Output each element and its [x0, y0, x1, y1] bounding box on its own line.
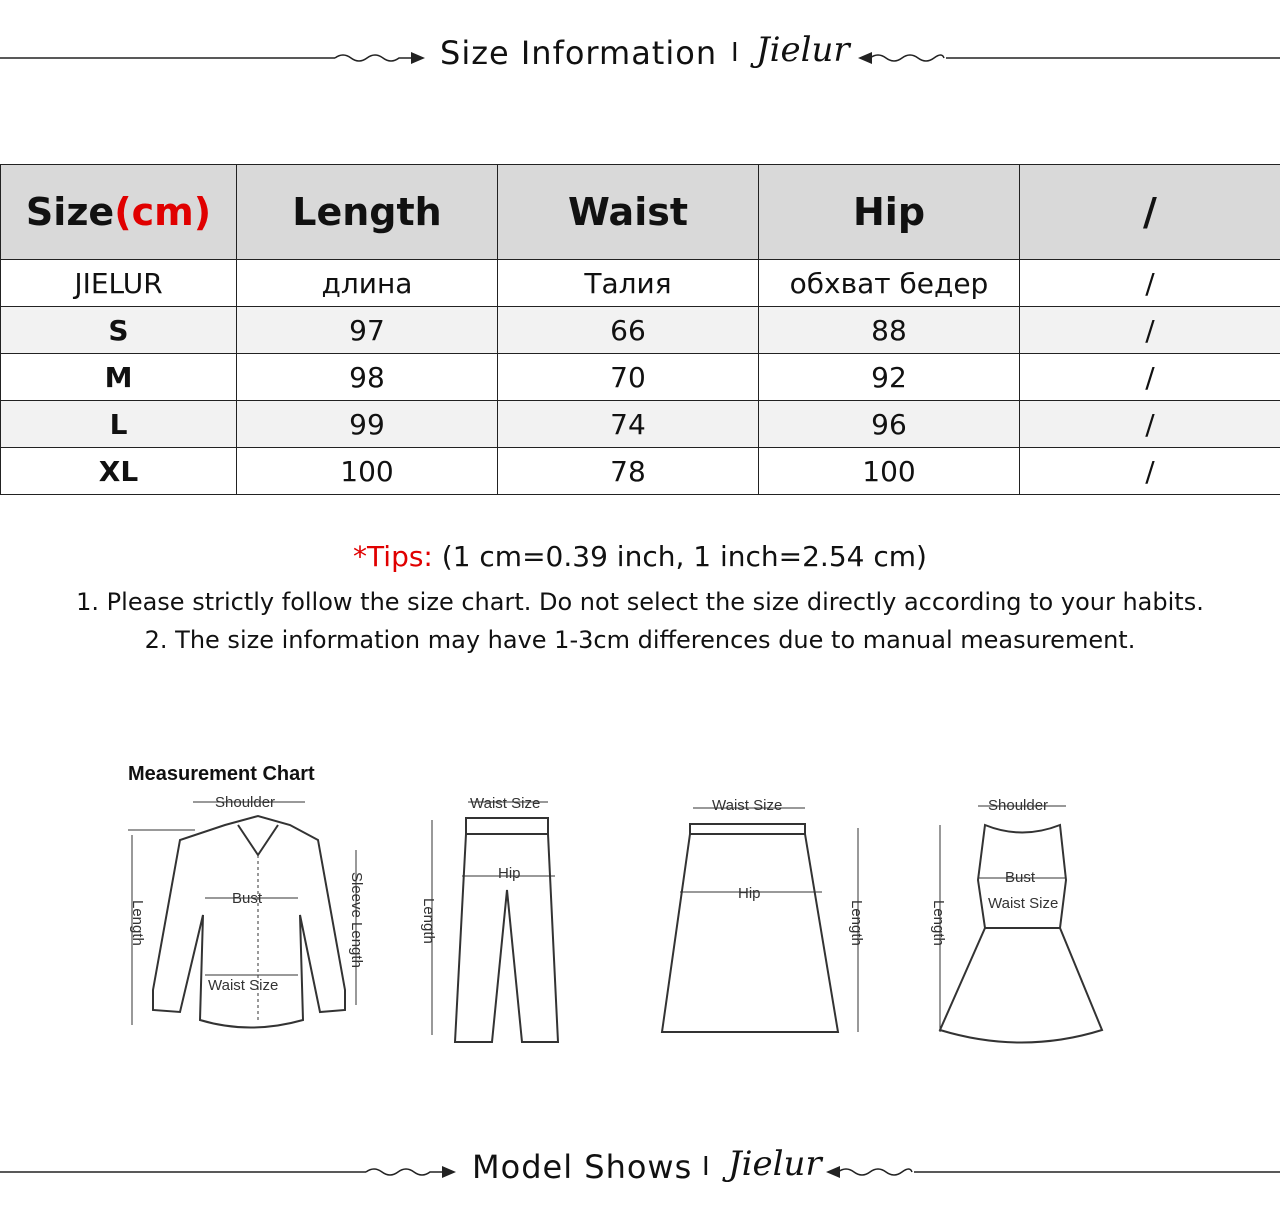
- cell-hip: 92: [759, 354, 1020, 401]
- header-extra: /: [1020, 165, 1280, 260]
- cell-length: 99: [237, 401, 498, 448]
- skirt-length-label: Length: [848, 900, 865, 946]
- header-size-label: Size: [25, 190, 115, 234]
- skirt-diagram: [662, 808, 858, 1032]
- brand-logo-text: Jielur: [728, 1144, 822, 1184]
- cell-size: XL: [1, 448, 237, 495]
- cell-length: 97: [237, 307, 498, 354]
- skirt-waist-label: Waist Size: [712, 797, 783, 814]
- divider-separator: I: [702, 1152, 710, 1182]
- cell-waist: 66: [498, 307, 759, 354]
- divider-separator: I: [731, 38, 739, 68]
- cell-size: L: [1, 401, 237, 448]
- pants-diagram: [432, 802, 558, 1042]
- table-row: [1, 307, 1280, 354]
- table-row-labels: [1, 260, 1280, 307]
- cell-hip: 100: [759, 448, 1020, 495]
- shirt-sleeve-label: Sleeve Length: [348, 872, 365, 968]
- cell-extra: /: [1020, 401, 1280, 448]
- dress-diagram: [940, 806, 1102, 1043]
- model-shows-divider: [0, 1140, 1280, 1200]
- divider-title: Size Information: [440, 34, 718, 72]
- dress-waist-label: Waist Size: [988, 895, 1059, 912]
- dress-length-label: Length: [930, 900, 947, 946]
- header-waist: Waist: [498, 165, 759, 260]
- cell-waist: 78: [498, 448, 759, 495]
- cell-hip: 88: [759, 307, 1020, 354]
- size-information-divider: [0, 26, 1280, 86]
- cell-size: S: [1, 307, 237, 354]
- measurement-chart-title: Measurement Chart: [128, 763, 315, 785]
- size-table: [0, 164, 1280, 495]
- cell-waist: 74: [498, 401, 759, 448]
- dress-bust-label: Bust: [1005, 869, 1036, 886]
- cell-size: M: [1, 354, 237, 401]
- brand-logo-text: Jielur: [756, 30, 850, 70]
- cell-extra: /: [1020, 307, 1280, 354]
- shirt-bust-label: Bust: [232, 890, 263, 907]
- table-row: [1, 448, 1280, 495]
- divider-title: Model Shows: [472, 1148, 693, 1186]
- table-header-row: [1, 165, 1280, 260]
- cell-waist: 70: [498, 354, 759, 401]
- pants-hip-label: Hip: [498, 865, 521, 882]
- cell-length: длина: [237, 260, 498, 307]
- cell-hip: обхват бедер: [759, 260, 1020, 307]
- shirt-length-label: Length: [129, 900, 146, 946]
- pants-length-label: Length: [420, 898, 437, 944]
- cell-length: 100: [237, 448, 498, 495]
- cell-waist: Талия: [498, 260, 759, 307]
- cell-extra: /: [1020, 260, 1280, 307]
- header-size-unit: (cm): [114, 190, 212, 234]
- cell-hip: 96: [759, 401, 1020, 448]
- header-hip: Hip: [759, 165, 1020, 260]
- shirt-waist-label: Waist Size: [208, 977, 279, 994]
- cell-length: 98: [237, 354, 498, 401]
- tips-label: *Tips:: [353, 540, 433, 573]
- tips-line: [0, 540, 1280, 573]
- pants-waist-label: Waist Size: [470, 795, 541, 812]
- shirt-shoulder-label: Shoulder: [215, 794, 276, 811]
- measurement-chart-diagrams: [0, 780, 1280, 1070]
- cell-size: JIELUR: [1, 260, 237, 307]
- tips-conversion: (1 cm=0.39 inch, 1 inch=2.54 cm): [432, 540, 927, 573]
- dress-shoulder-label: Shoulder: [988, 797, 1049, 814]
- tips-note-1: 1. Please strictly follow the size chart. Do not select the size directly according to your habits.: [76, 588, 1204, 616]
- table-row: [1, 354, 1280, 401]
- skirt-hip-label: Hip: [738, 885, 761, 902]
- tips-note-2: 2. The size information may have 1-3cm differences due to manual measurement.: [144, 626, 1136, 654]
- cell-extra: /: [1020, 448, 1280, 495]
- header-length: Length: [237, 165, 498, 260]
- table-row: [1, 401, 1280, 448]
- cell-extra: /: [1020, 354, 1280, 401]
- header-size: [1, 165, 237, 260]
